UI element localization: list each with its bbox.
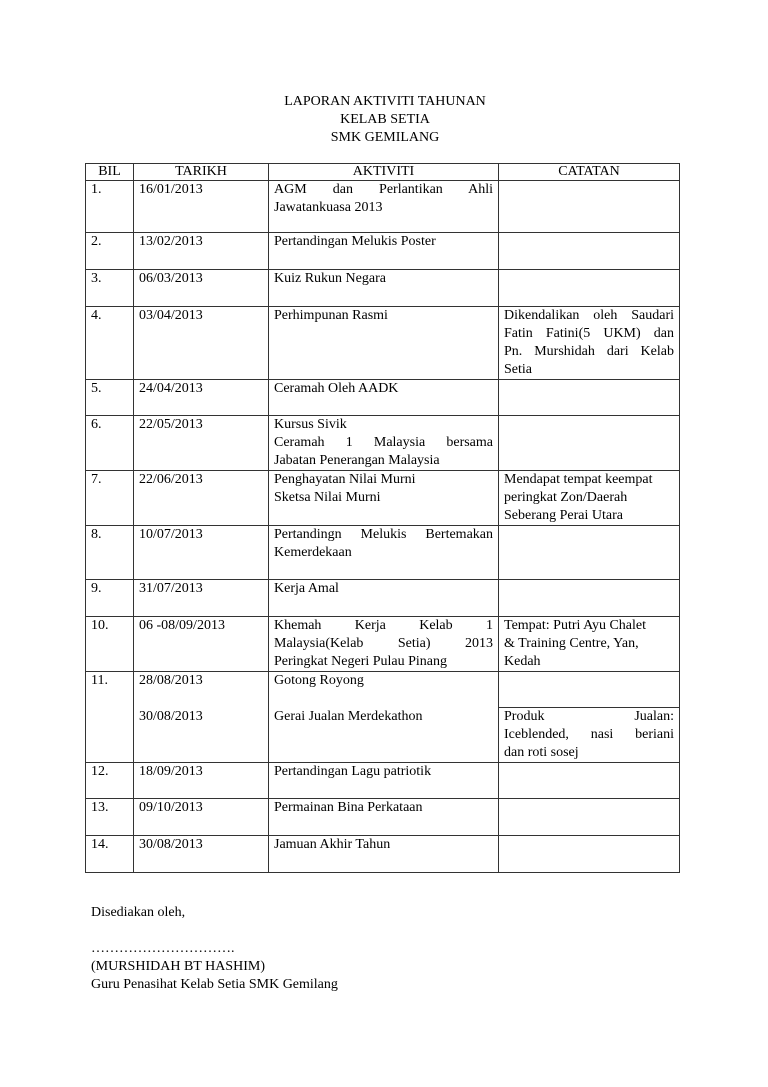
aktiviti-line: Jabatan Penerangan Malaysia xyxy=(274,453,440,468)
aktiviti-line: AGM dan Perlantikan Ahli xyxy=(274,182,493,197)
tarikh-text: 09/10/2013 xyxy=(139,800,203,815)
cell-bil xyxy=(86,672,134,763)
aktiviti-line: Sketsa Nilai Murni xyxy=(274,490,381,505)
title-line-1: LAPORAN AKTIVITI TAHUNAN xyxy=(284,94,486,109)
cell-bil xyxy=(86,836,134,873)
aktiviti-line: Kemerdekaan xyxy=(274,545,352,560)
table-row xyxy=(86,672,680,708)
catatan-line: peringkat Zon/Daerah xyxy=(504,490,628,505)
aktiviti-line: Peringkat Negeri Pulau Pinang xyxy=(274,654,448,669)
signatory-role: Guru Penasihat Kelab Setia SMK Gemilang xyxy=(91,977,338,992)
aktiviti-line: Khemah Kerja Kelab 1 xyxy=(274,618,493,633)
cell-aktiviti xyxy=(269,526,499,580)
catatan-line: Tempat: Putri Ayu Chalet xyxy=(504,618,646,633)
cell-catatan xyxy=(499,617,680,672)
aktiviti-line: Penghayatan Nilai Murni xyxy=(274,472,416,487)
signature-line: …………………………. xyxy=(91,941,235,956)
aktiviti-line: Pertandingan Melukis Poster xyxy=(274,234,436,249)
cell-bil xyxy=(86,380,134,416)
table-row xyxy=(86,708,680,763)
cell-aktiviti xyxy=(269,233,499,270)
bil-text: 3. xyxy=(91,271,102,286)
tarikh-text: 28/08/2013 xyxy=(139,673,203,688)
bil-text: 1. xyxy=(91,182,102,197)
aktiviti-line: Kuiz Rukun Negara xyxy=(274,271,386,286)
catatan-line: Mendapat tempat keempat xyxy=(504,472,653,487)
table-row xyxy=(86,307,680,380)
tarikh-text: 13/02/2013 xyxy=(139,234,203,249)
aktiviti-line: Kerja Amal xyxy=(274,581,339,596)
cell-tarikh xyxy=(134,233,269,270)
catatan-line: Iceblended, nasi beriani xyxy=(504,727,674,742)
cell-bil xyxy=(86,526,134,580)
catatan-line: Fatin Fatini(5 UKM) dan xyxy=(504,326,674,341)
cell-aktiviti xyxy=(269,471,499,526)
table-row xyxy=(86,416,680,471)
tarikh-text: 06/03/2013 xyxy=(139,271,203,286)
tarikh-text: 31/07/2013 xyxy=(139,581,203,596)
cell-catatan xyxy=(499,763,680,799)
table-row xyxy=(86,763,680,799)
tarikh-text: 16/01/2013 xyxy=(139,182,203,197)
table-row xyxy=(86,799,680,836)
catatan-line: Seberang Perai Utara xyxy=(504,508,623,523)
cell-catatan xyxy=(499,580,680,617)
cell-bil xyxy=(86,416,134,471)
cell-catatan xyxy=(499,416,680,471)
cell-catatan xyxy=(499,270,680,307)
cell-aktiviti xyxy=(269,580,499,617)
catatan-line: dan roti sosej xyxy=(504,745,579,760)
cell-tarikh xyxy=(134,799,269,836)
cell-aktiviti xyxy=(269,617,499,672)
header-bil: BIL xyxy=(86,164,134,181)
cell-bil xyxy=(86,181,134,233)
cell-catatan xyxy=(499,233,680,270)
aktiviti-line: Ceramah 1 Malaysia bersama xyxy=(274,435,493,450)
aktiviti-line: Gerai Jualan Merdekathon xyxy=(274,708,423,724)
cell-bil xyxy=(86,471,134,526)
catatan-line: Produk Jualan: xyxy=(504,709,674,724)
report-title xyxy=(230,93,540,147)
table-row xyxy=(86,836,680,873)
cell-tarikh xyxy=(134,708,269,763)
cell-aktiviti xyxy=(269,181,499,233)
table-row xyxy=(86,233,680,270)
cell-tarikh xyxy=(134,617,269,672)
cell-tarikh xyxy=(134,181,269,233)
tarikh-text: 24/04/2013 xyxy=(139,381,203,396)
header-catatan: CATATAN xyxy=(499,164,680,181)
cell-catatan xyxy=(499,836,680,873)
cell-catatan xyxy=(499,672,680,708)
cell-tarikh xyxy=(134,580,269,617)
cell-tarikh xyxy=(134,307,269,380)
cell-catatan xyxy=(499,708,680,763)
aktiviti-line: Pertandingan Lagu patriotik xyxy=(274,764,432,779)
cell-tarikh xyxy=(134,471,269,526)
bil-text: 13. xyxy=(91,800,109,815)
cell-tarikh xyxy=(134,380,269,416)
catatan-line: Setia xyxy=(504,362,532,377)
cell-bil xyxy=(86,799,134,836)
cell-aktiviti xyxy=(269,763,499,799)
signatory-name: (MURSHIDAH BT HASHIM) xyxy=(91,959,265,974)
aktiviti-line: Jamuan Akhir Tahun xyxy=(274,837,391,852)
header-aktiviti: AKTIVITI xyxy=(269,164,499,181)
catatan-line: Dikendalikan oleh Saudari xyxy=(504,308,674,323)
aktiviti-line: Kursus Sivik xyxy=(274,417,347,432)
cell-tarikh xyxy=(134,836,269,873)
signature-block xyxy=(91,904,338,994)
cell-aktiviti xyxy=(269,270,499,307)
bil-text: 11. xyxy=(91,673,108,688)
bil-text: 8. xyxy=(91,527,102,542)
bil-text: 7. xyxy=(91,472,102,487)
cell-bil xyxy=(86,270,134,307)
header-tarikh: TARIKH xyxy=(134,164,269,181)
bil-text: 4. xyxy=(91,308,102,323)
cell-aktiviti xyxy=(269,380,499,416)
aktiviti-line: Permainan Bina Perkataan xyxy=(274,800,423,815)
aktiviti-line: Malaysia(Kelab Setia) 2013 xyxy=(274,636,493,651)
table-row xyxy=(86,270,680,307)
bil-text: 9. xyxy=(91,581,102,596)
aktiviti-line: Ceramah Oleh AADK xyxy=(274,381,399,396)
cell-tarikh xyxy=(134,526,269,580)
cell-tarikh xyxy=(134,672,269,708)
aktiviti-line: Gotong Royong xyxy=(274,673,364,688)
cell-tarikh xyxy=(134,270,269,307)
cell-bil xyxy=(86,233,134,270)
tarikh-text: 30/08/2013 xyxy=(139,708,203,724)
cell-aktiviti xyxy=(269,708,499,763)
catatan-line: Kedah xyxy=(504,654,541,669)
tarikh-text: 18/09/2013 xyxy=(139,764,203,779)
tarikh-text: 30/08/2013 xyxy=(139,837,203,852)
table-row xyxy=(86,526,680,580)
activity-table xyxy=(85,163,680,873)
tarikh-text: 03/04/2013 xyxy=(139,308,203,323)
bil-text: 5. xyxy=(91,381,102,396)
aktiviti-line: Pertandingn Melukis Bertemakan xyxy=(274,527,493,542)
tarikh-text: 22/06/2013 xyxy=(139,472,203,487)
cell-aktiviti xyxy=(269,416,499,471)
cell-bil xyxy=(86,307,134,380)
table-header-row xyxy=(86,164,680,181)
prepared-by-label: Disediakan oleh, xyxy=(91,905,186,920)
cell-catatan xyxy=(499,471,680,526)
bil-text: 6. xyxy=(91,417,102,432)
cell-aktiviti xyxy=(269,799,499,836)
table-row xyxy=(86,471,680,526)
aktiviti-line: Jawatankuasa 2013 xyxy=(274,200,383,215)
cell-catatan xyxy=(499,307,680,380)
table-body xyxy=(86,181,680,873)
title-line-3: SMK GEMILANG xyxy=(330,130,440,145)
cell-bil xyxy=(86,617,134,672)
table-row xyxy=(86,181,680,233)
tarikh-text: 10/07/2013 xyxy=(139,527,203,542)
aktiviti-line: Perhimpunan Rasmi xyxy=(274,308,388,323)
tarikh-text: 22/05/2013 xyxy=(139,417,203,432)
bil-text: 12. xyxy=(91,764,109,779)
cell-catatan xyxy=(499,799,680,836)
cell-catatan xyxy=(499,526,680,580)
cell-tarikh xyxy=(134,763,269,799)
tarikh-text: 06 -08/09/2013 xyxy=(139,618,225,633)
bil-text: 14. xyxy=(91,837,109,852)
cell-bil xyxy=(86,763,134,799)
catatan-line: & Training Centre, Yan, xyxy=(504,636,639,651)
cell-catatan xyxy=(499,380,680,416)
cell-aktiviti xyxy=(269,836,499,873)
cell-catatan xyxy=(499,181,680,233)
bil-text: 10. xyxy=(91,618,109,633)
cell-aktiviti xyxy=(269,672,499,708)
cell-tarikh xyxy=(134,416,269,471)
bil-text: 2. xyxy=(91,234,102,249)
table-row xyxy=(86,580,680,617)
cell-bil xyxy=(86,580,134,617)
table-row xyxy=(86,617,680,672)
title-line-2: KELAB SETIA xyxy=(340,112,430,127)
cell-aktiviti xyxy=(269,307,499,380)
table-row xyxy=(86,380,680,416)
catatan-line: Pn. Murshidah dari Kelab xyxy=(504,344,674,359)
